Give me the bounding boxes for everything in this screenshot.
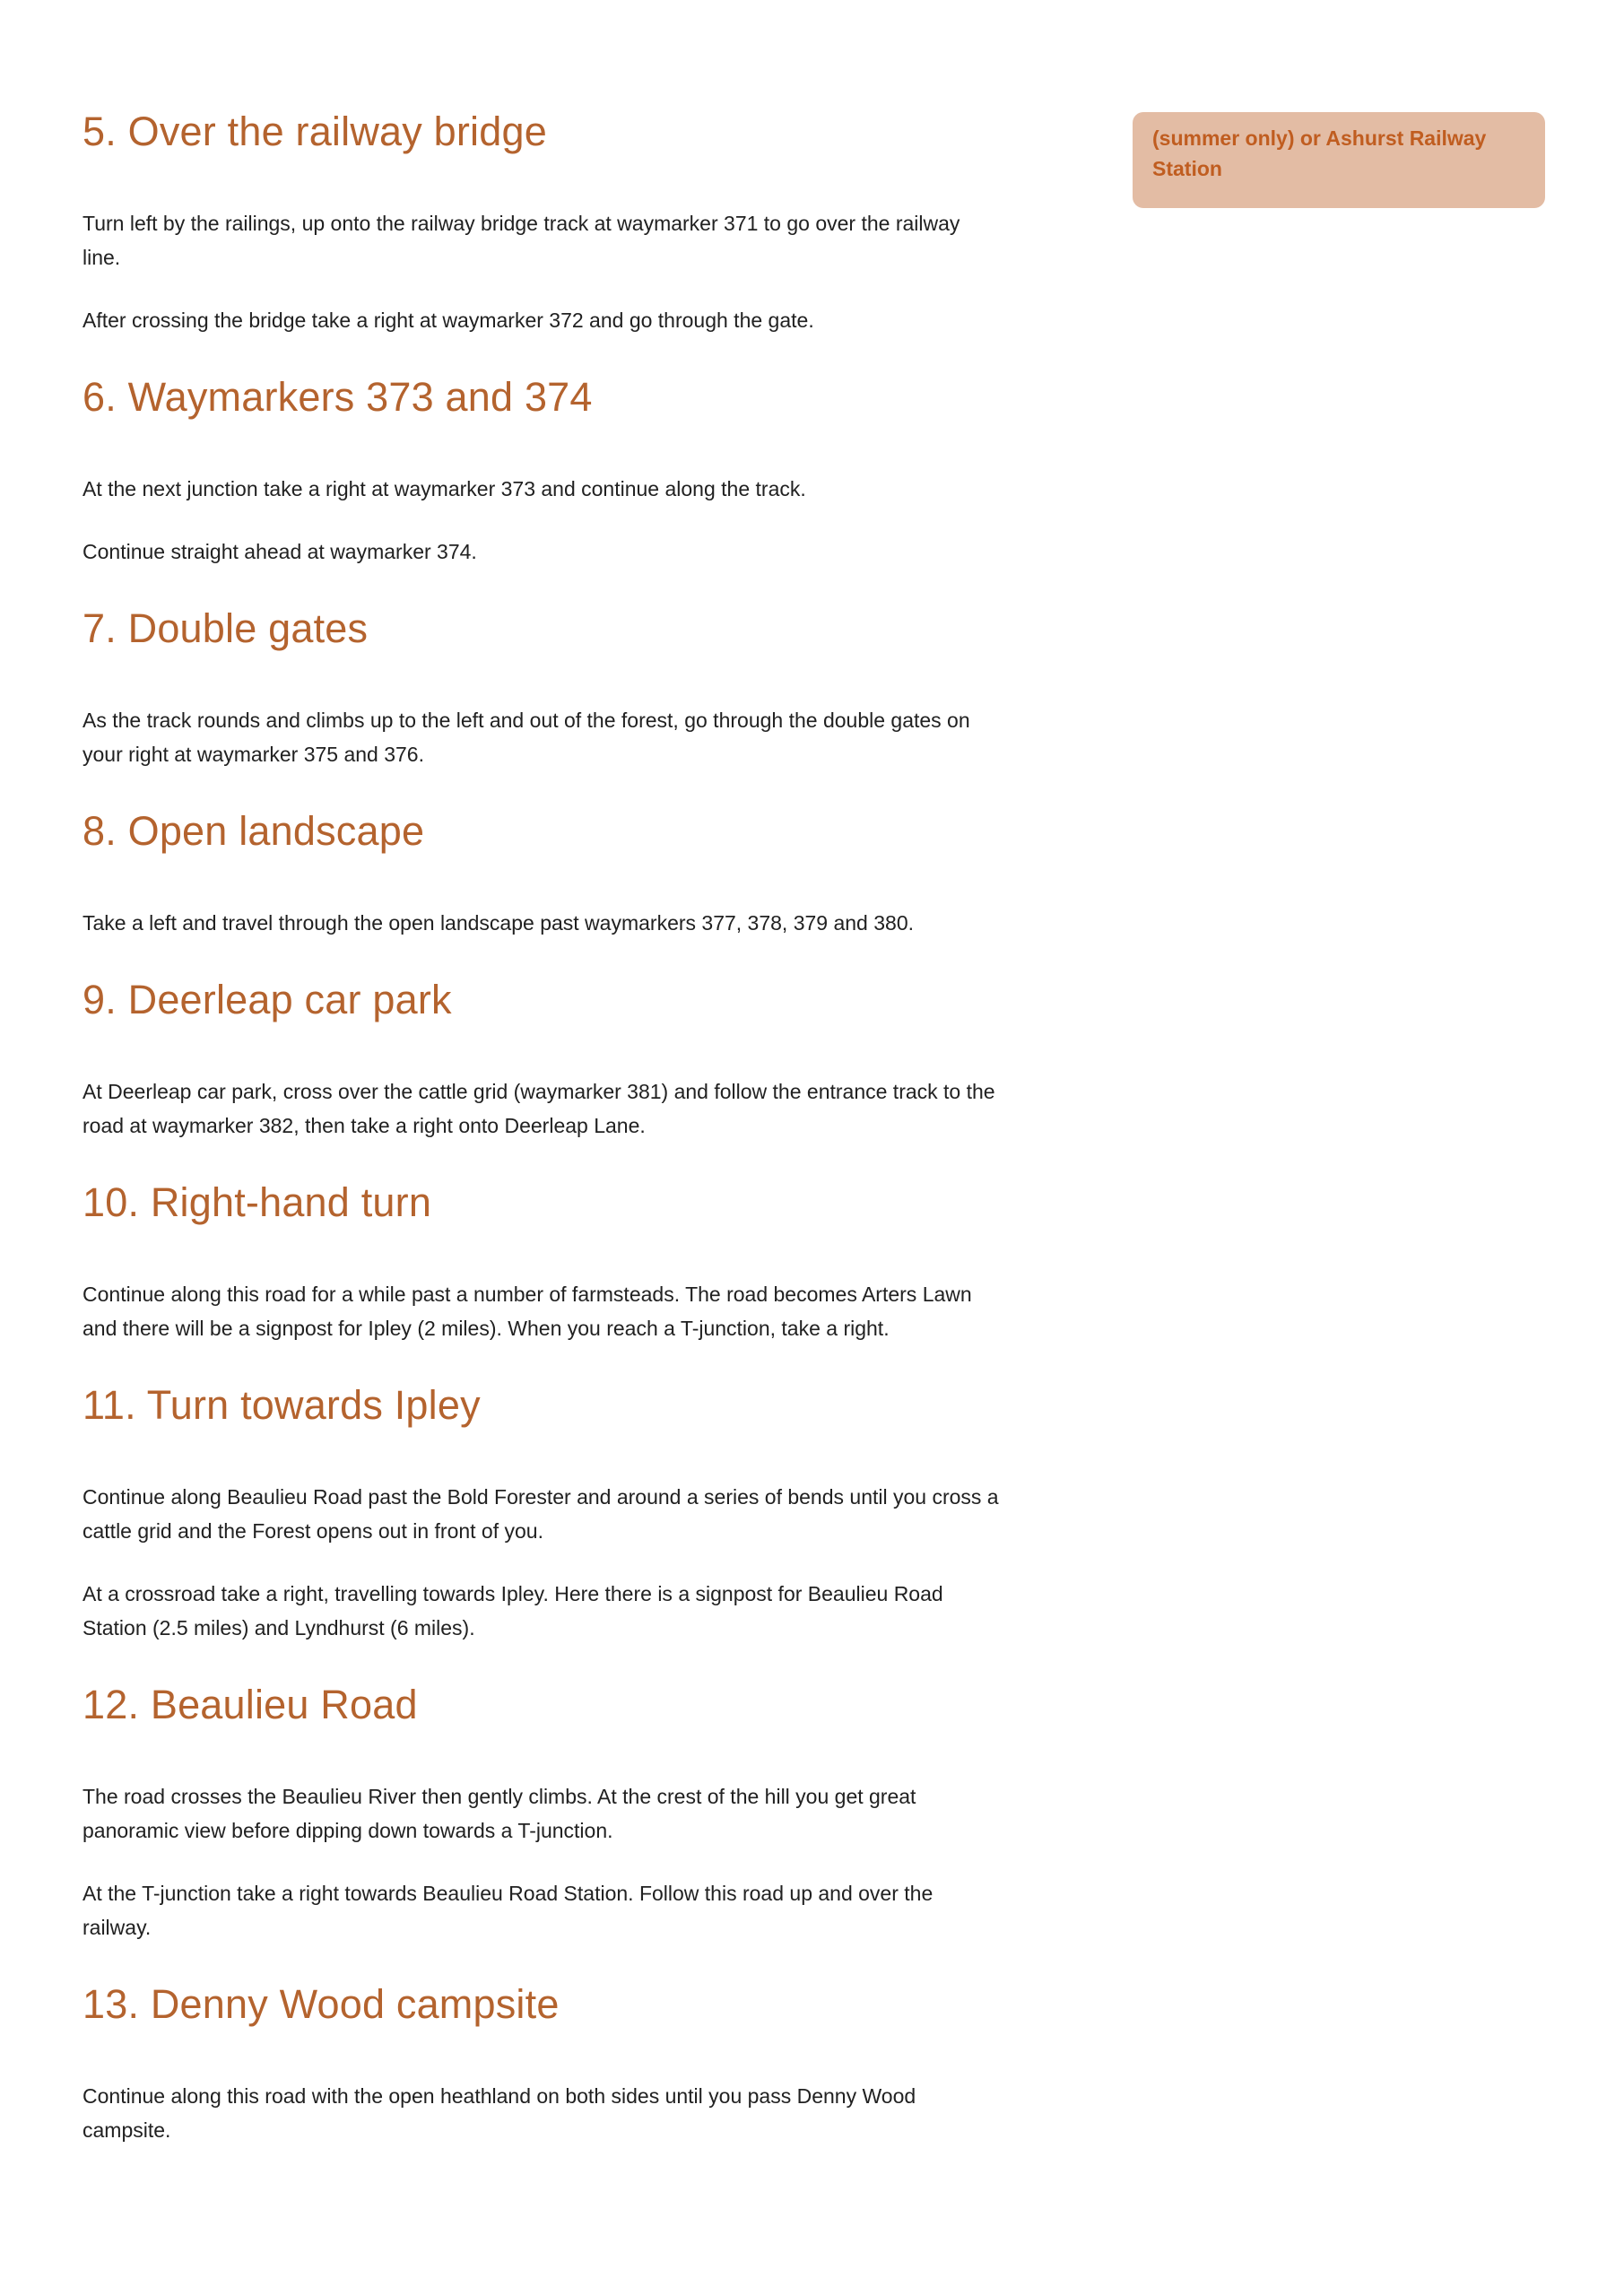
- body-paragraph: Continue along Beaulieu Road past the Bold Forester and around a series of bends until you cross a cattle grid and the Forest opens out in front of you.: [83, 1485, 999, 1543]
- body-paragraph: Turn left by the railings, up onto the railway bridge track at waymarker 371 to go over the railway line.: [83, 212, 960, 269]
- body-paragraph: Take a left and travel through the open landscape past waymarkers 377, 378, 379 and 380.: [83, 911, 915, 935]
- callout-box: [1133, 112, 1545, 208]
- section-heading: 8. Open landscape: [83, 808, 425, 854]
- section-heading: 10. Right-hand turn: [83, 1179, 432, 1225]
- callout-text: (summer only) or Ashurst Railway Station: [1152, 126, 1487, 180]
- section-heading: 9. Deerleap car park: [83, 977, 452, 1022]
- document-body: [83, 0, 1003, 2176]
- body-paragraph: Continue along this road for a while past a number of farmsteads. The road becomes Arters Lawn and there will be a signpost for Ipley (2 miles). When you reach a T-junction, take a right.: [83, 1283, 972, 1340]
- body-paragraph: At a crossroad take a right, travelling towards Ipley. Here there is a signpost for Beaulieu Road Station (2.5 miles) and Lyndhurst (6 miles).: [83, 1582, 943, 1639]
- body-paragraph: After crossing the bridge take a right at waymarker 372 and go through the gate.: [83, 309, 814, 332]
- body-paragraph: The road crosses the Beaulieu River then gently climbs. At the crest of the hill you get great panoramic view before dipping down towards a T-junction.: [83, 1785, 916, 1842]
- section-heading: 13. Denny Wood campsite: [83, 1981, 560, 2027]
- body-paragraph: At the next junction take a right at waymarker 373 and continue along the track.: [83, 477, 806, 500]
- body-paragraph: At the T-junction take a right towards Beaulieu Road Station. Follow this road up and over the railway.: [83, 1882, 934, 1939]
- section-heading: 5. Over the railway bridge: [83, 109, 547, 154]
- body-paragraph: Continue straight ahead at waymarker 374.: [83, 540, 477, 563]
- body-paragraph: Continue along this road with the open heathland on both sides until you pass Denny Wood campsite.: [83, 2084, 916, 2142]
- section-heading: 6. Waymarkers 373 and 374: [83, 374, 593, 420]
- body-paragraph: At Deerleap car park, cross over the cattle grid (waymarker 381) and follow the entrance track to the road at waymarker 382, then take a right onto Deerleap Lane.: [83, 1080, 995, 1137]
- section-heading: 11. Turn towards Ipley: [83, 1382, 481, 1428]
- section-heading: 7. Double gates: [83, 605, 369, 651]
- body-paragraph: As the track rounds and climbs up to the left and out of the forest, go through the double gates on your right at waymarker 375 and 376.: [83, 709, 970, 766]
- section-heading: 12. Beaulieu Road: [83, 1682, 418, 1727]
